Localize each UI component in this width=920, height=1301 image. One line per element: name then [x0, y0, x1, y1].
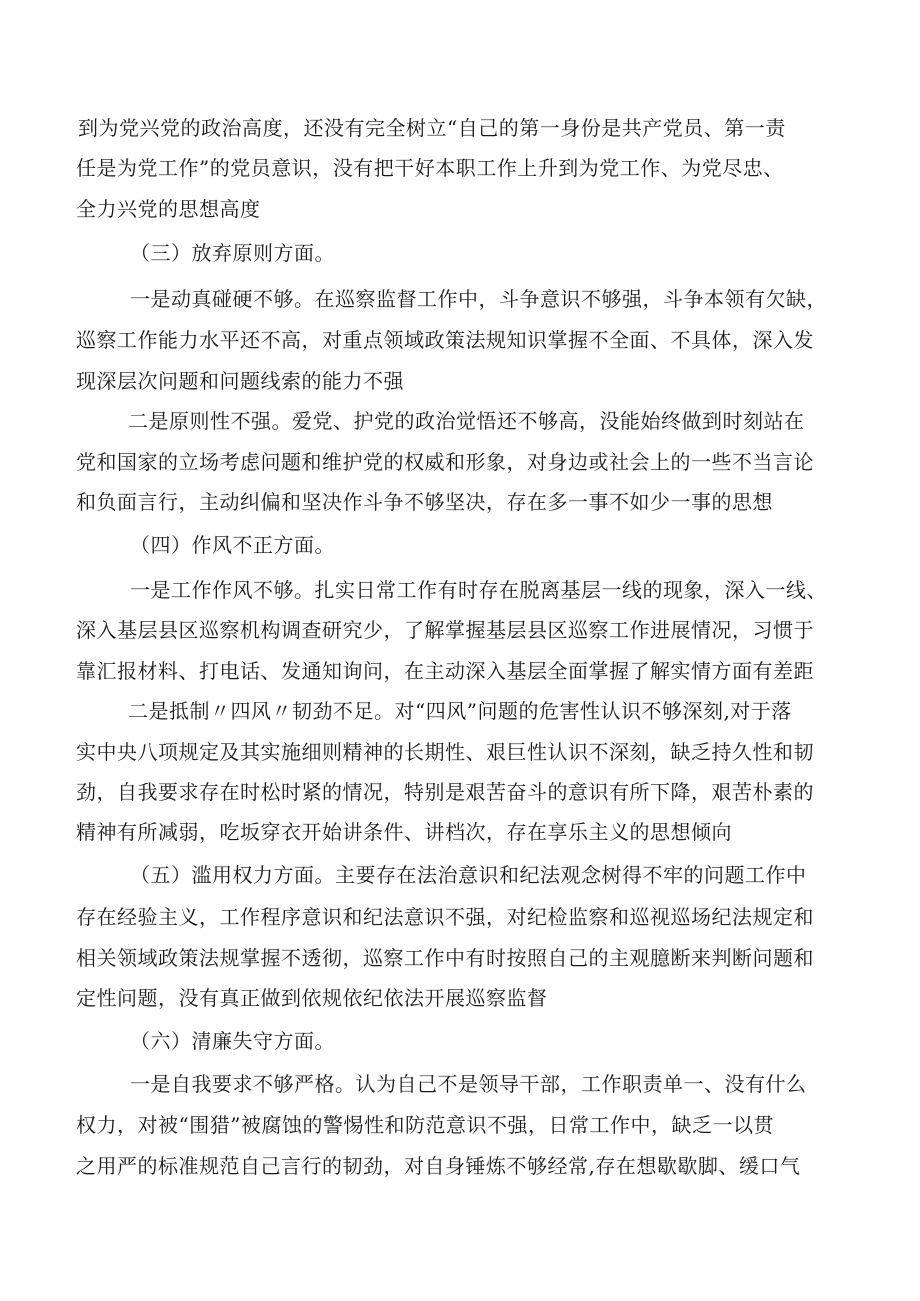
text-line: 全力兴党的思想高度 — [76, 197, 261, 221]
text-line: 实中央八项规定及其实施细则精神的长期性、艰巨性认识不深刻，缺乏持久性和韧 — [76, 740, 814, 764]
text-line: 现深层次问题和问题线索的能力不强 — [76, 369, 404, 393]
text-line: 相关领域政策法规掌握不透彻，巡察工作中有时按照自己的主观臆断来判断问题和 — [76, 946, 814, 970]
section-heading: （六）清廉失守方面。 — [130, 1029, 335, 1053]
text-line: 之用严的标准规范自己言行的韧劲，对自身锤炼不够经常,存在想歇歇脚、缓口气 — [76, 1154, 801, 1178]
section-heading: （五）滥用权力方面。主要存在法治意识和纪法观念树得不牢的问题工作中 — [130, 863, 807, 887]
text-line: 定性问题，没有真正做到依规依纪依法开展巡察监督 — [76, 986, 548, 1010]
section-heading: （三）放弃原则方面。 — [130, 241, 335, 265]
text-line: 权力，对被“围猎”被腐蚀的警惕性和防范意识不强，日常工作中，缺乏一以贯 — [76, 1113, 774, 1137]
text-line: 到为党兴党的政治高度，还没有完全树立“自己的第一身份是共产党员、第一责 — [78, 116, 786, 140]
text-line: 精神有所减弱，吃坂穿衣开始讲条件、讲档次，存在享乐主义的思想倾向 — [76, 820, 732, 844]
text-line: 一是自我要求不够严格。认为自己不是领导干部，工作职责单一、没有什么 — [130, 1072, 807, 1096]
text-line: 巡察工作能力水平还不高，对重点领域政策法规知识掌握不全面、不具体，深入发 — [76, 328, 814, 352]
text-line: 劲，自我要求存在时松时紧的情况，特别是艰苦奋斗的意识有所下降，艰苦朴素的 — [76, 780, 814, 804]
text-line: 一是动真碰硬不够。在巡察监督工作中，斗争意识不够强，斗争本领有欠缺， — [130, 287, 827, 311]
text-line: 存在经验主义，工作程序意识和纪法意识不强，对纪检监察和巡视巡场纪法规定和 — [76, 905, 814, 929]
text-line: 和负面言行，主动纠偏和坚决作斗争不够坚决，存在多一事不如少一事的思想 — [76, 490, 773, 514]
text-line: 深入基层县区巡察机构调查研究少，了解掌握基层县区巡察工作进展情况，习惯于 — [76, 618, 814, 642]
text-line: 二是原则性不强。爱党、护党的政治觉悟还不够高，没能始终做到时刻站在 — [128, 409, 805, 433]
text-line: 靠汇报材料、打电话、发通知询问，在主动深入基层全面掌握了解实情方面有差距 — [76, 659, 814, 683]
text-line: 任是为党工作”的党员意识，没有把干好本职工作上升到为党工作、为党尽忠、 — [76, 156, 784, 180]
text-line: 一是工作作风不够。扎实日常工作有时存在脱离基层一线的现象，深入一线、 — [130, 578, 827, 602]
section-heading: （四）作风不正方面。 — [130, 533, 335, 557]
text-line: 党和国家的立场考虑问题和维护党的权威和形象，对身边或社会上的一些不当言论 — [76, 450, 814, 474]
text-line: 二是抵制〃四风〃韧劲不足。对“四风”问题的危害性认识不够深刻,对于落 — [128, 699, 792, 723]
